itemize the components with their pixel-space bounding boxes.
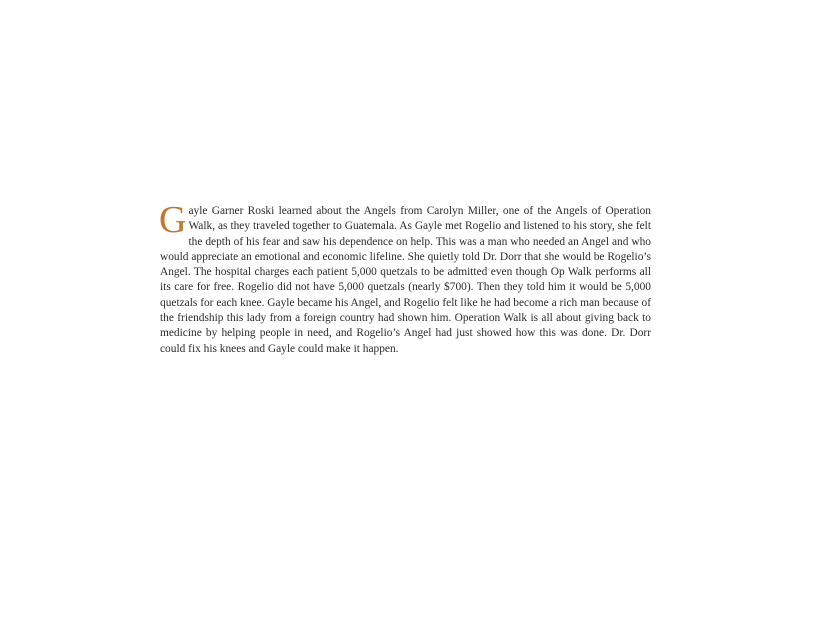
article-paragraph xyxy=(159,199,651,357)
drop-cap-letter: G xyxy=(159,199,187,241)
article-body-text: ayle Garner Roski learned about the Angels from Carolyn Miller, one of the Angels of Operation Walk, as they traveled together to Guatemala. As Gayle met Rogelio and listened to his story, she felt the depth of his fear and saw his dependence on help. This was a man who needed an Angel and who would appreciate an emotional and economic lifeline. She quietly told Dr. Dorr that she would be Rogelio’s Angel. The hospital charges each patient 5,000 quetzals to be admitted even though Op Walk performs all its care for free. Rogelio did not have 5,000 quetzals (nearly $700). Then they told him it would be 5,000 quetzals for each knee. Gayle became his Angel, and Rogelio felt like he had become a rich man because of the friendship this lady from a foreign country had shown him. Operation Walk is all about giving back to medicine by helping people in need, and Rogelio’s Angel had just showed how this was done. Dr. Dorr could fix his knees and Gayle could make it happen. xyxy=(160,205,651,355)
